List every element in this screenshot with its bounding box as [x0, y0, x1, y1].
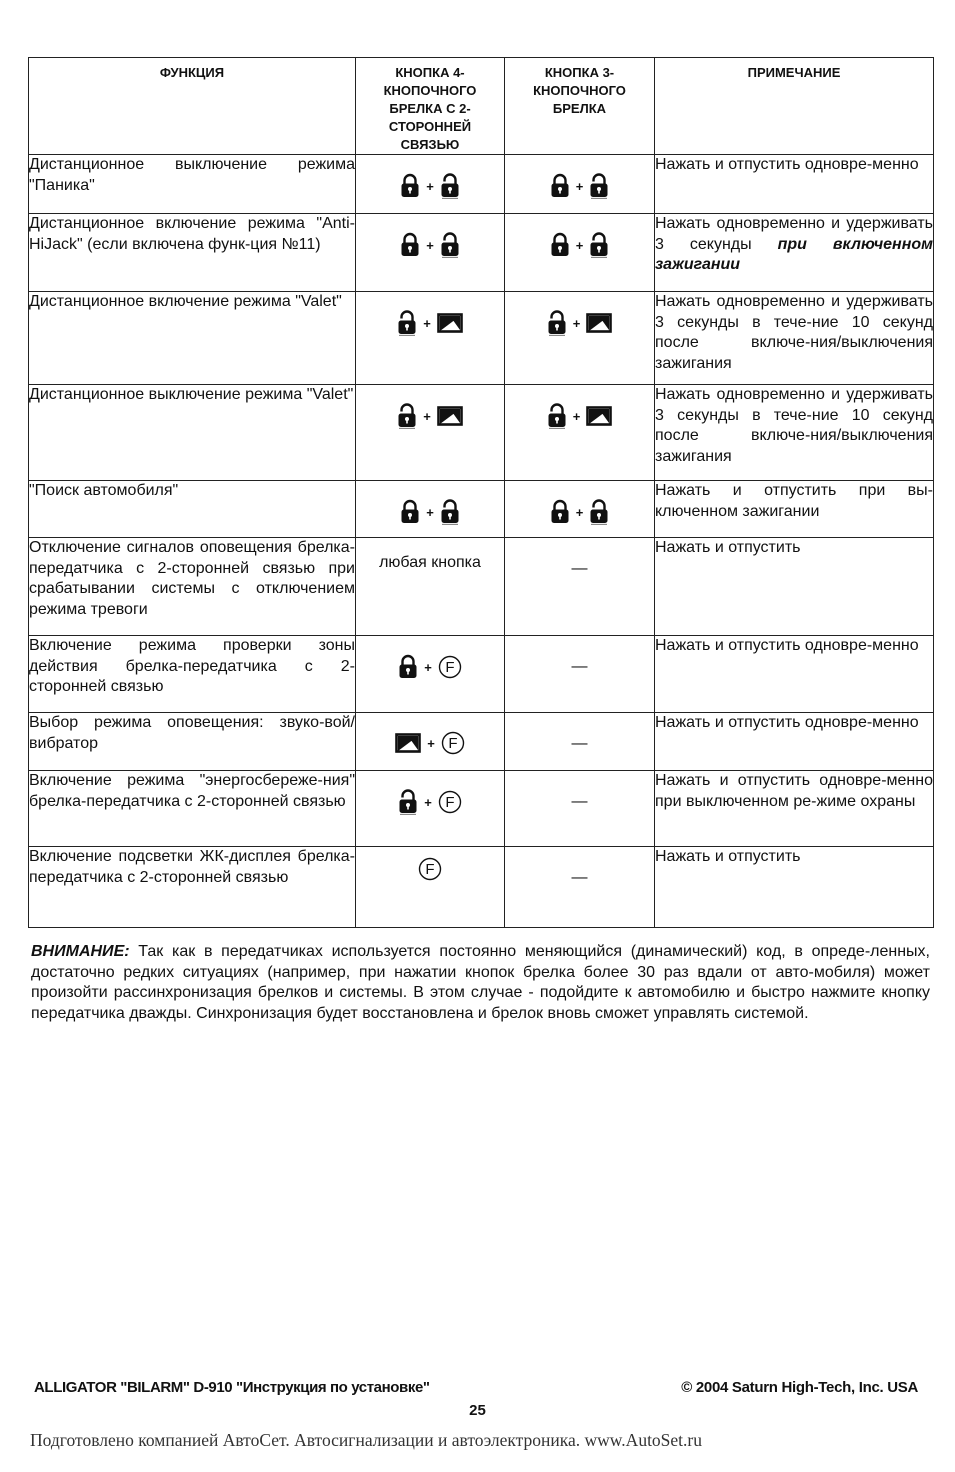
page-number: 25 [469, 1402, 486, 1419]
note-cell [655, 538, 934, 636]
dash-mark: — [571, 658, 588, 675]
btn4-cell [356, 847, 505, 928]
btn3-cell [505, 292, 655, 385]
btn4-cell [356, 292, 505, 385]
table-row [29, 713, 934, 771]
plus-sign: + [426, 178, 434, 194]
lock-closed-icon [398, 654, 418, 680]
button-combo [356, 403, 504, 429]
button-combo [356, 731, 504, 755]
svg-text:F: F [425, 861, 435, 879]
lock-open-icon [440, 173, 460, 199]
table-row [29, 636, 934, 713]
plus-sign: + [572, 315, 581, 331]
lock-open-icon [589, 173, 609, 199]
footer-title: ALLIGATOR "BILARM" D-910 "Инструкция по установке" [34, 1379, 430, 1396]
function-cell: Дистанционное включение режима "Valet" [29, 292, 356, 385]
note-cell [655, 155, 934, 214]
note-text: Нажать и отпустить [655, 539, 801, 556]
lock-open-icon [547, 310, 567, 336]
note-text: Нажать и отпустить одновре-менно [655, 637, 919, 654]
f-button-icon [438, 790, 462, 814]
f-button-icon [438, 655, 462, 679]
plus-sign: + [426, 237, 434, 253]
header-note: ПРИМЕЧАНИЕ [655, 58, 934, 155]
note-text: Нажать и отпустить одновре-менно [655, 714, 919, 731]
plus-sign: + [423, 408, 431, 424]
function-cell: Включение подсветки ЖК-дисплея брелка-передатчика с 2-сторонней связью [29, 847, 356, 928]
note-cell [655, 771, 934, 847]
warning-text: Так как в передатчиках используется постоянно меняющийся (динамический) код, в опреде-ленных, достаточно редких ситуациях (например, при нажатии кнопок брелка более 30 раз вдали от авто-мобиля) может произойти рассинхронизация брелков и системы. В этом случае - подойдите к автомобилю и быстро нажмите кнопку передатчика дважды. Синхронизация будет восстановлена и брелок вновь сможет управлять системой. [31, 943, 930, 1022]
lock-open-icon [589, 232, 609, 258]
lock-closed-icon [550, 232, 570, 258]
button-combo [505, 499, 654, 525]
header-btn4: КНОПКА 4-КНОПОЧНОГО БРЕЛКА С 2-СТОРОННЕЙ СВЯЗЬЮ [356, 58, 505, 155]
button-combo [356, 232, 504, 258]
button-combo [356, 654, 504, 680]
valet-icon [586, 313, 612, 333]
function-cell: "Поиск автомобиля" [29, 481, 356, 538]
note-cell [655, 385, 934, 481]
btn3-cell [505, 538, 655, 636]
plus-sign: + [424, 659, 432, 675]
f-button-icon [418, 857, 442, 881]
note-cell [655, 847, 934, 928]
btn4-cell [356, 214, 505, 292]
function-cell: Включение режима проверки зоны действия брелка-передатчика с 2-сторонней связью [29, 636, 356, 713]
btn3-cell [505, 214, 655, 292]
table-row [29, 214, 934, 292]
btn3-cell [505, 481, 655, 538]
lock-open-icon [547, 403, 567, 429]
table-row [29, 385, 934, 481]
plus-sign: + [427, 735, 435, 751]
btn3-cell [505, 847, 655, 928]
btn4-cell [356, 385, 505, 481]
function-cell: Дистанционное включение режима "Anti-HiJack" (если включена функ-ция №11) [29, 214, 356, 292]
lock-open-icon [440, 499, 460, 525]
button-combo [356, 310, 504, 336]
warning-paragraph [31, 942, 930, 1024]
function-cell: Дистанционное выключение режима "Valet" [29, 385, 356, 481]
button-combo [505, 173, 654, 199]
header-function: ФУНКЦИЯ [29, 58, 356, 155]
btn4-cell [356, 713, 505, 771]
button-combo [505, 310, 654, 336]
note-text: Нажать и отпустить одновре-менно при выключенном ре-жиме охраны [655, 772, 933, 810]
table-row [29, 771, 934, 847]
lock-closed-icon [550, 173, 570, 199]
plus-sign: + [575, 178, 584, 194]
footer-copyright: © 2004 Saturn High-Tech, Inc. USA [681, 1379, 918, 1396]
function-cell: Выбор режима оповещения: звуко-вой/вибратор [29, 713, 356, 771]
note-text: Нажать одновременно и удерживать 3 секунды в тече-ние 10 секунд после включе-ния/выключения зажигания [655, 386, 933, 465]
plus-sign: + [424, 794, 432, 810]
btn3-cell [505, 636, 655, 713]
lock-open-icon [440, 232, 460, 258]
note-text: Нажать и отпустить [655, 848, 801, 865]
note-cell [655, 713, 934, 771]
button-combo [505, 403, 654, 429]
note-cell [655, 292, 934, 385]
valet-icon [437, 313, 463, 333]
valet-icon [586, 406, 612, 426]
svg-text:F: F [445, 659, 455, 677]
function-cell: Отключение сигналов оповещения брелка-передатчика с 2-сторонней связью при срабатывании системы с отключением режима тревоги [29, 538, 356, 636]
btn3-cell [505, 771, 655, 847]
lock-closed-icon [400, 173, 420, 199]
plus-sign: + [426, 504, 434, 520]
note-text: Нажать одновременно и удерживать 3 секунды в тече-ние 10 секунд после включе-ния/выключения зажигания [655, 293, 933, 372]
warning-label: ВНИМАНИЕ: [31, 943, 130, 960]
function-cell: Включение режима "энергосбереже-ния" брелка-передатчика с 2-сторонней связью [29, 771, 356, 847]
btn3-cell [505, 713, 655, 771]
header-btn3: КНОПКА 3-КНОПОЧНОГО БРЕЛКА [505, 58, 655, 155]
lock-open-icon [398, 789, 418, 815]
btn3-cell [505, 385, 655, 481]
btn3-cell [505, 155, 655, 214]
table-row [29, 847, 934, 928]
note-text: Нажать и отпустить при вы-ключенном зажигании [655, 482, 933, 520]
button-combo [356, 173, 504, 199]
plus-sign: + [423, 315, 431, 331]
dash-mark: — [571, 869, 588, 886]
button-combo [356, 789, 504, 815]
note-cell [655, 214, 934, 292]
button-combo [505, 232, 654, 258]
note-text: Нажать одновременно и удерживать 3 секунды [655, 215, 933, 253]
svg-text:F: F [445, 794, 455, 812]
table-row [29, 292, 934, 385]
table-header-row [29, 58, 934, 155]
svg-text:F: F [448, 735, 458, 753]
note-text: Нажать и отпустить одновре-менно [655, 156, 919, 173]
plus-sign: + [575, 237, 584, 253]
btn4-cell [356, 771, 505, 847]
table-row [29, 481, 934, 538]
btn4-cell [356, 481, 505, 538]
dash-mark: — [571, 560, 588, 577]
btn4-cell [356, 155, 505, 214]
lock-closed-icon [550, 499, 570, 525]
lock-open-icon [397, 403, 417, 429]
lock-open-icon [589, 499, 609, 525]
lock-open-icon [397, 310, 417, 336]
plus-sign: + [572, 408, 581, 424]
dash-mark: — [571, 735, 588, 752]
btn4-cell [356, 636, 505, 713]
btn4-cell [356, 538, 505, 636]
plus-sign: + [575, 504, 584, 520]
any-button-label: любая кнопка [379, 554, 481, 571]
button-combo [356, 499, 504, 525]
note-cell [655, 481, 934, 538]
button-combo [356, 857, 504, 881]
table-row [29, 538, 934, 636]
valet-icon [437, 406, 463, 426]
dash-mark: — [571, 793, 588, 810]
note-emphasis: при включенном зажигании [655, 235, 933, 273]
function-table [28, 57, 934, 928]
f-button-icon [441, 731, 465, 755]
credit-line: Подготовлено компанией АвтоСет. Автосигнализации и автоэлектроника. www.AutoSet.ru [30, 1430, 702, 1450]
function-cell: Дистанционное выключение режима "Паника" [29, 155, 356, 214]
lock-closed-icon [400, 499, 420, 525]
note-cell [655, 636, 934, 713]
table-row [29, 155, 934, 214]
valet-icon [395, 733, 421, 753]
lock-closed-icon [400, 232, 420, 258]
